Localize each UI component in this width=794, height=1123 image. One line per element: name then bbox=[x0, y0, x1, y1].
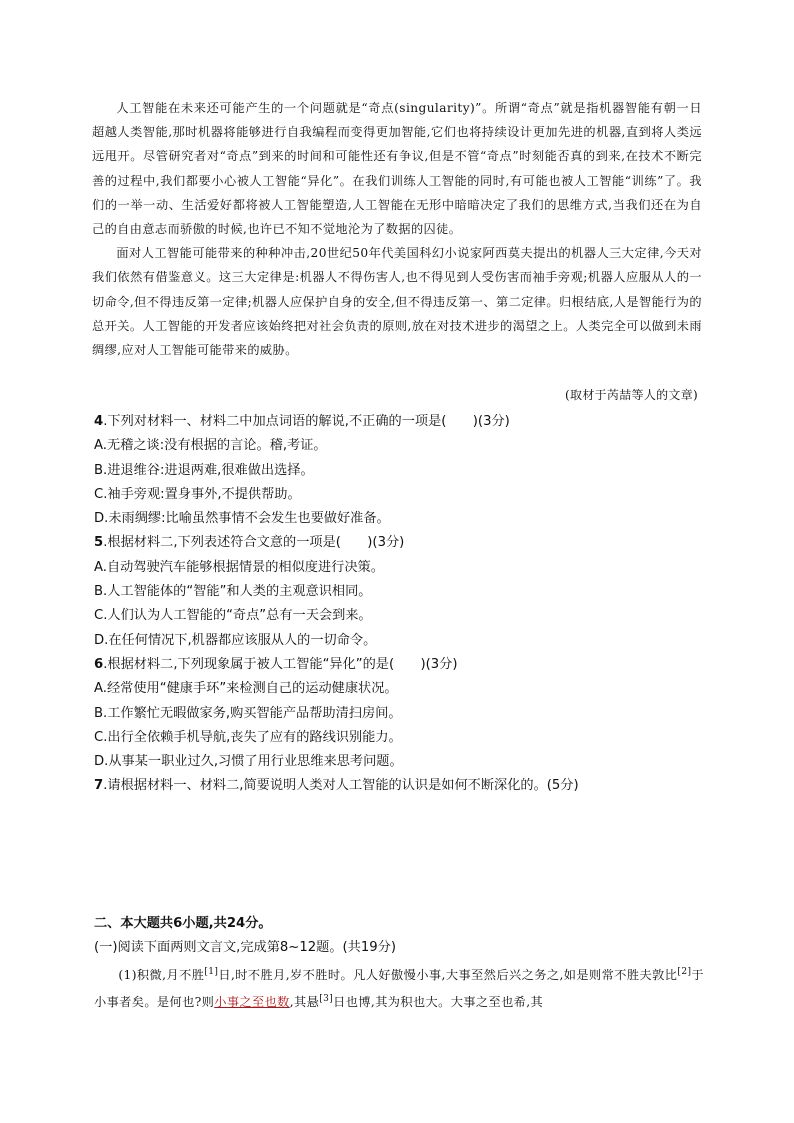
footnote-marker-2: [2] bbox=[677, 967, 692, 977]
question-6-option-b: B.工作繁忙无暇做家务,购买智能产品帮助清扫房间。 bbox=[94, 705, 402, 721]
reading-passage bbox=[92, 96, 702, 362]
classical-text: 日也博,其为积也大。大事之至也希,其 bbox=[333, 995, 544, 1010]
passage-source: (取材于芮喆等人的文章) bbox=[565, 388, 698, 402]
passage-paragraph-2: 面对人工智能可能带来的种种冲击,20世纪50年代美国科幻小说家阿西莫夫提出的机器人三大定律,今天对我们依然有借鉴意义。这三大定律是:机器人不得伤害人,也不得见到人受伤害而袖手旁观;机器人应服从人的一切命令,但不得违反第一定律;机器人应保护自身的安全,但不得违反第一、第二定律。归根结底,人是智能行为的总开关。人工智能的开发者应该始终把对社会负责的原则,放在对技术进步的渴望之上。人类完全可以做到未雨绸缪,应对人工智能可能带来的威胁。 bbox=[92, 246, 702, 358]
question-6-option-d: D.从事某一职业过久,习惯了用行业思维来思考问题。 bbox=[94, 754, 403, 770]
question-stem: .下列对材料一、材料二中加点词语的解说,不正确的一项是( )(3分) bbox=[103, 414, 510, 429]
question-5-option-d: D.在任何情况下,机器都应该服从人的一切命令。 bbox=[94, 632, 377, 648]
footnote-marker-1: [1] bbox=[204, 967, 219, 977]
question-4-option-a: A.无稽之谈:没有根据的言论。稽,考证。 bbox=[94, 438, 327, 454]
question-list bbox=[94, 410, 714, 799]
classical-text: 于小事者矣。是何也?则 bbox=[94, 968, 704, 1010]
question-number: 6 bbox=[94, 656, 104, 672]
question-7 bbox=[94, 774, 714, 798]
question-5-option-a: A.自动驾驶汽车能够根据情景的相似度进行决策。 bbox=[94, 559, 384, 575]
question-6-option-c: C.出行全依赖手机导航,丧失了应有的路线识别能力。 bbox=[94, 729, 402, 745]
question-6-option-a: A.经常使用“健康手环”来检测自己的运动健康状况。 bbox=[94, 681, 398, 697]
question-number: 7 bbox=[94, 778, 104, 794]
section-heading: 二、本大题共6小题,共24分。 bbox=[94, 916, 272, 931]
question-stem: .根据材料二,下列现象属于被人工智能“异化”的是( )(3分) bbox=[103, 656, 458, 672]
section-subheading: (一)阅读下面两则文言文,完成第8~12题。(共19分) bbox=[94, 940, 396, 956]
question-4-option-b: B.进退维谷:进退两难,很难做出选择。 bbox=[94, 462, 314, 478]
question-4-option-c: C.袖手旁观:置身事外,不提供帮助。 bbox=[94, 486, 301, 502]
question-6 bbox=[94, 653, 714, 677]
question-stem: .根据材料二,下列表述符合文意的一项是( )(3分) bbox=[103, 535, 405, 551]
underlined-phrase: 小事之至也数 bbox=[214, 995, 290, 1010]
section-two bbox=[94, 912, 714, 961]
question-5-option-b: B.人工智能体的“智能”和人类的主观意识相同。 bbox=[94, 584, 372, 600]
question-number: 5 bbox=[94, 535, 104, 551]
passage-paragraph-1: 人工智能在未来还可能产生的一个问题就是“奇点(singularity)”。所谓“奇点”就是指机器智能有朝一日超越人类智能,那时机器将能够进行自我编程而变得更加智能,它们也将持续设计更加先进的机器,直到将人类远远甩开。尽管研究者对“奇点”到来的时间和可能性还有争议,但是不管“奇点”时刻能否真的到来,在技术不断完善的过程中,我们都要小心被人工智能“异化”。在我们训练人工智能的同时,有可能也被人工智能“训练”了。我们的一举一动、生活爱好都将被人工智能塑造,人工智能在无形中暗暗决定了我们的思维方式,当我们还在为自己的自由意志而骄傲的时候,也许已不知不觉地沦为了数据的囚徒。 bbox=[92, 101, 702, 237]
classical-text: (1)积微,月不胜 bbox=[118, 968, 205, 983]
question-5 bbox=[94, 531, 714, 555]
classical-text: ,其悬 bbox=[289, 995, 320, 1010]
classical-passage bbox=[94, 960, 704, 1015]
footnote-marker-3: [3] bbox=[319, 994, 334, 1005]
classical-text: 日,时不胜月,岁不胜时。凡人好傲慢小事,大事至然后兴之务之,如是则常不胜夫敦比 bbox=[218, 968, 678, 983]
question-number: 4 bbox=[94, 414, 104, 429]
question-5-option-c: C.人们认为人工智能的“奇点”总有一天会到来。 bbox=[94, 608, 372, 624]
classical-paragraph-1 bbox=[94, 960, 704, 1015]
question-4-option-d: D.未雨绸缪:比喻虽然事情不会发生也要做好准备。 bbox=[94, 511, 390, 527]
question-stem: .请根据材料一、材料二,简要说明人类对人工智能的认识是如何不断深化的。(5分) bbox=[103, 778, 579, 794]
question-4 bbox=[94, 410, 714, 434]
